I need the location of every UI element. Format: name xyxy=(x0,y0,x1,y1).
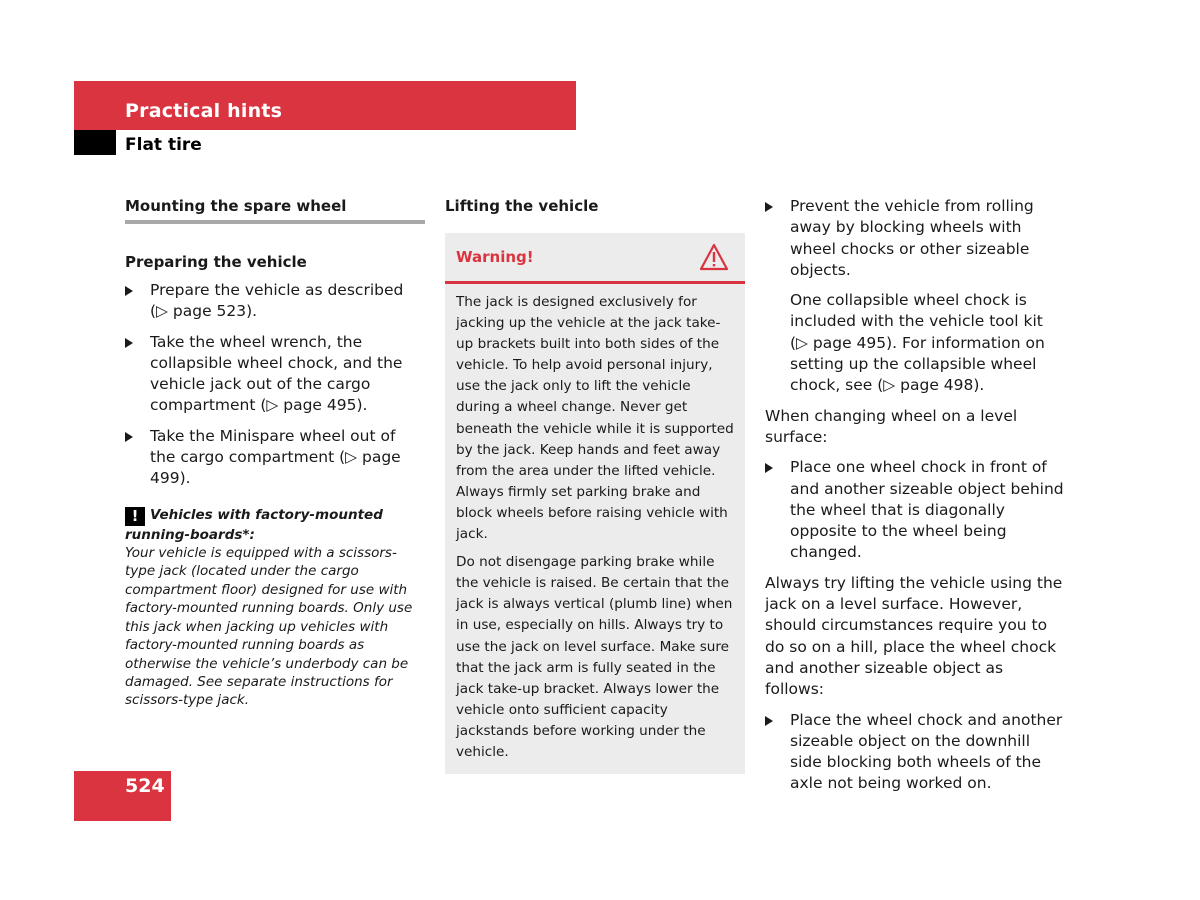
bullet-text: Place one wheel chock in front of and another sizeable object behind the wheel that is diagonally opposite to the wheel being changed. xyxy=(790,458,1064,562)
paragraph: Always try lifting the vehicle using the jack on a level surface. However, should circumstances require you to do so on a hill, place the wheel chock and another sizeable object as follows: xyxy=(765,573,1063,699)
note-title: Vehicles with factory-mounted running-boards*: xyxy=(125,506,383,543)
column-right xyxy=(765,196,1065,804)
page-number: 524 xyxy=(125,775,165,797)
warning-paragraph: The jack is designed exclusively for jacking up the vehicle at the jack take-up brackets built into both sides of the vehicle. To help avoid personal injury, use the jack only to lift the vehicle during a wheel change. Never get beneath the vehicle while it is supported by the jack. Keep hands and feet away from the area under the lifted vehicle. Always firmly set parking brake and block wheels before raising vehicle with jack. xyxy=(456,294,734,543)
bullet-item xyxy=(765,710,1065,795)
bullet-item xyxy=(765,457,1065,563)
subsection-title: Flat tire xyxy=(125,135,202,155)
paragraph: When changing wheel on a level surface: xyxy=(765,406,1018,446)
column-middle xyxy=(445,196,745,774)
note-running-boards xyxy=(125,506,425,710)
bullet-triangle-icon xyxy=(125,432,133,442)
bullet-triangle-icon xyxy=(765,463,773,473)
bullet-triangle-icon xyxy=(125,286,133,296)
warning-paragraph: Do not disengage parking brake while the vehicle is raised. Be certain that the jack is always vertical (plumb line) when in use, especially on hills. Always try to use the jack on level surface. Make sure that the jack arm is fully seated in the jack take-up bracket. Always lower the vehicle onto sufficient capacity jackstands before working under the vehicle. xyxy=(456,554,733,760)
warning-header xyxy=(445,233,745,284)
bullet-triangle-icon xyxy=(765,202,773,212)
header-tab-marker xyxy=(74,130,116,155)
bullet-item xyxy=(125,426,425,490)
bullet-triangle-icon xyxy=(765,716,773,726)
bullet-text: Prepare the vehicle as described (▷ page 523). xyxy=(150,281,404,321)
bullet-text: Prevent the vehicle from rolling away by blocking wheels with wheel chocks or other sizeable objects. xyxy=(790,197,1034,279)
bullet-text: Place the wheel chock and another sizeable object on the downhill side blocking both wheels of the axle not being worked on. xyxy=(790,710,1063,793)
indented-paragraph: One collapsible wheel chock is included with the vehicle tool kit (▷ page 495). For information on setting up the collapsible wheel chock, see (▷ page 498). xyxy=(790,291,1045,395)
bullet-triangle-icon xyxy=(125,338,133,348)
warning-box xyxy=(445,233,745,774)
bullet-item xyxy=(125,280,425,323)
column-left xyxy=(125,196,425,710)
heading-lifting-vehicle: Lifting the vehicle xyxy=(445,197,599,215)
bullet-item xyxy=(125,332,425,417)
heading-mounting-spare-wheel: Mounting the spare wheel xyxy=(125,196,425,224)
heading-preparing-vehicle: Preparing the vehicle xyxy=(125,253,307,271)
section-title: Practical hints xyxy=(125,100,283,122)
bullet-text: Take the Minispare wheel out of the cargo compartment (▷ page 499). xyxy=(150,426,401,488)
warning-triangle-icon xyxy=(699,243,729,271)
warning-label: Warning! xyxy=(456,248,534,266)
warning-body xyxy=(445,284,745,763)
bullet-text: Take the wheel wrench, the collapsible wheel chock, and the vehicle jack out of the cargo compartment (▷ page 495). xyxy=(150,332,403,415)
note-text: Your vehicle is equipped with a scissors-type jack (located under the cargo compartment floor) designed for use with factory-mounted running boards. Only use this jack when jacking up vehicles with factory-mounted running boards as otherwise the vehicle’s underbody can be damaged. See separate instructions for scissors-type jack. xyxy=(125,545,413,709)
bullet-item xyxy=(765,196,1065,281)
exclamation-icon: ! xyxy=(125,507,145,526)
